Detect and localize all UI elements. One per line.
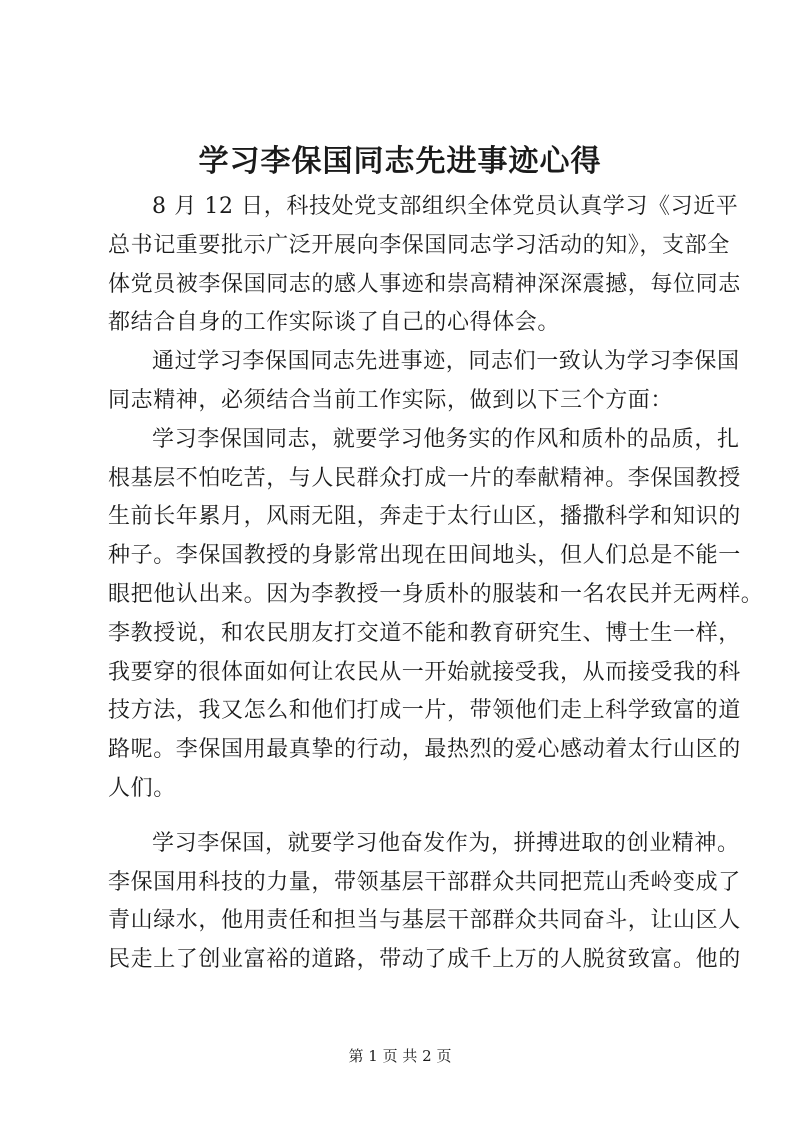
text-line: 青山绿水，他用责任和担当与基层干部群众共同奋斗，让山区人 bbox=[108, 908, 741, 934]
text-line: 技方法，我又怎么和他们打成一片，带领他们走上科学致富的道 bbox=[108, 698, 741, 724]
paragraph bbox=[108, 421, 764, 809]
text-line: 我要穿的很体面如何让农民从一开始就接受我，从而接受我的科 bbox=[108, 659, 741, 685]
paragraph bbox=[108, 825, 741, 980]
paragraph bbox=[108, 343, 740, 421]
text-line: 眼把他认出来。因为李教授一身质朴的服装和一名农民并无两样。 bbox=[108, 581, 764, 607]
text-line: 通过学习李保国同志先进事迹，同志们一致认为学习李保国 bbox=[152, 349, 740, 375]
document-title: 学习李保国同志先进事迹心得 bbox=[198, 144, 602, 179]
text-line: 学习李保国，就要学习他奋发作为，拼搏进取的创业精神。 bbox=[152, 830, 740, 856]
text-line: 8 月 12 日，科技处党支部组织全体党员认真学习《习近平 bbox=[152, 194, 739, 219]
text-line: 生前长年累月，风雨无阻，奔走于太行山区，播撒科学和知识的 bbox=[108, 504, 741, 530]
text-line: 根基层不怕吃苦，与人民群众打成一片的奉献精神。李保国教授 bbox=[108, 465, 741, 491]
text-line: 总书记重要批示广泛开展向李保国同志学习活动的知》，支部全 bbox=[108, 232, 730, 258]
text-line: 李保国用科技的力量，带领基层干部群众共同把荒山秃岭变成了 bbox=[108, 869, 741, 895]
text-line: 体党员被李保国同志的感人事迹和崇高精神深深震撼，每位同志 bbox=[108, 271, 741, 297]
text-line: 都结合自身的工作实际谈了自己的心得体会。 bbox=[108, 310, 561, 336]
text-line: 路呢。李保国用最真挚的行动，最热烈的爱心感动着太行山区的 bbox=[108, 737, 741, 763]
document-body bbox=[108, 188, 764, 980]
text-line: 同志精神，必须结合当前工作实际，做到以下三个方面： bbox=[108, 387, 674, 413]
text-line: 人们。 bbox=[108, 775, 176, 801]
text-line: 学习李保国同志，就要学习他务实的作风和质朴的品质，扎 bbox=[152, 426, 740, 452]
text-line: 民走上了创业富裕的道路，带动了成千上万的人脱贫致富。他的 bbox=[108, 947, 741, 973]
paragraph bbox=[108, 188, 741, 343]
text-line: 种子。李保国教授的身影常出现在田间地头，但人们总是不能一 bbox=[108, 543, 741, 569]
text-line: 李教授说，和农民朋友打交道不能和教育研究生、博士生一样， bbox=[108, 620, 741, 646]
page-footer: 第 1 页 共 2 页 bbox=[348, 1047, 452, 1065]
